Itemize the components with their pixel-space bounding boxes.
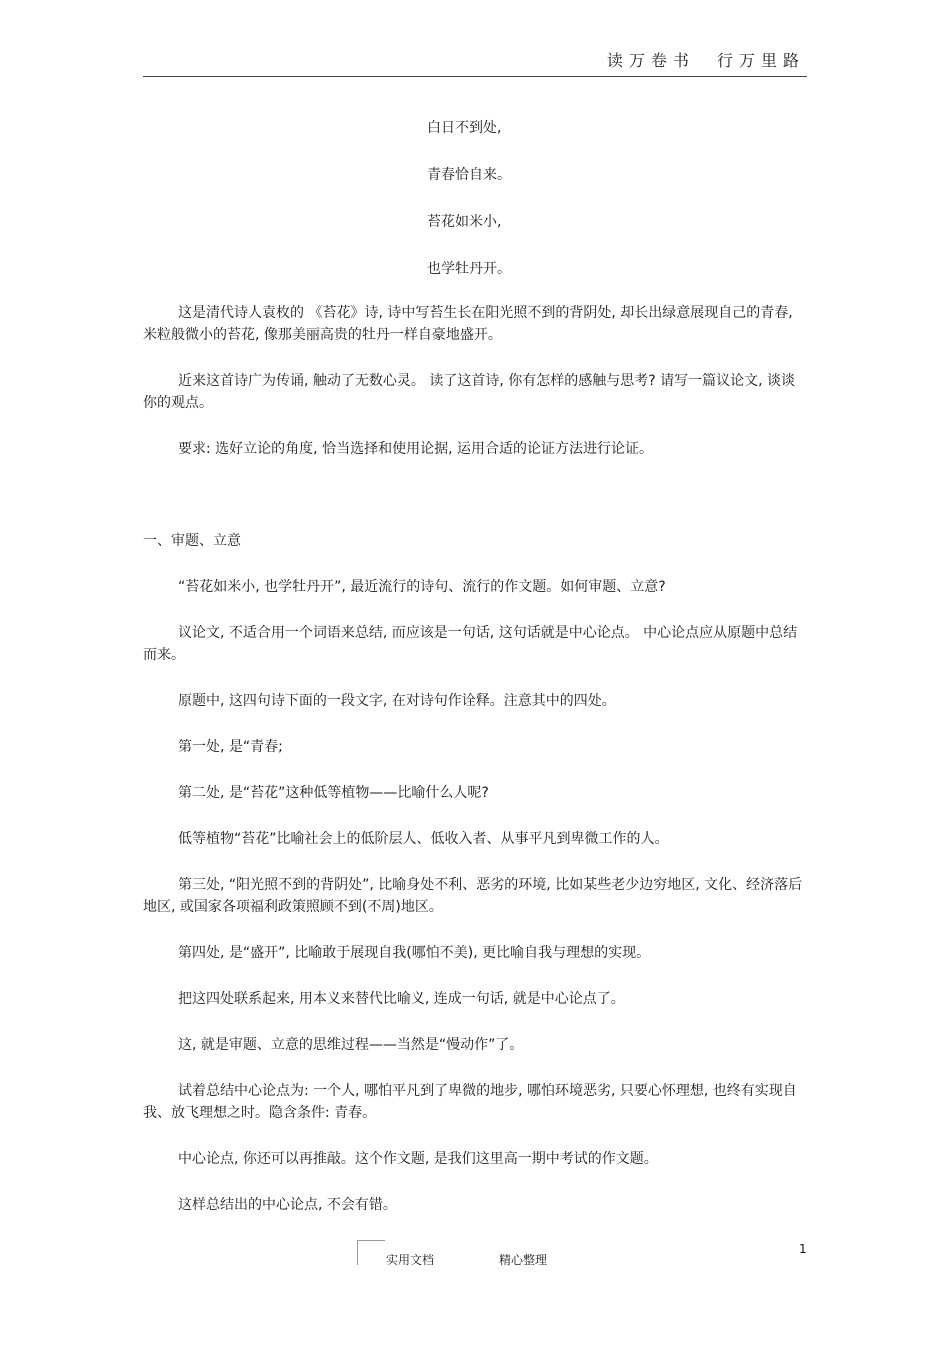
section-paragraph: 第一处, 是“青春; xyxy=(178,739,283,755)
page-number: 1 xyxy=(799,1242,807,1256)
section-paragraph: 中心论点, 你还可以再推敲。这个作文题, 是我们这里高一期中考试的作文题。 xyxy=(178,1151,658,1167)
intro-paragraph: 这是清代诗人袁枚的 《苔花》诗, 诗中写苔生长在阳光照不到的背阴处, 却长出绿意展现自己的青春, 米粒般微小的苔花, 像那美丽高贵的牡丹一样自豪地盛开。 xyxy=(143,305,793,343)
footer-corner-mark xyxy=(357,1240,385,1265)
poem-block xyxy=(427,118,511,306)
section-paragraph: “苔花如米小, 也学牡丹开”, 最近流行的诗句、流行的作文题。如何审题、立意? xyxy=(178,579,666,595)
section-paragraph: 议论文, 不适合用一个词语来总结, 而应该是一句话, 这句话就是中心论点。 中心论点应从原题中总结而来。 xyxy=(143,625,798,663)
header-motto: 读万卷书 行万里路 xyxy=(606,51,805,70)
section-paragraph: 第四处, 是“盛开”, 比喻敢于展现自我(哪怕不美), 更比喻自我与理想的实现。 xyxy=(178,945,651,961)
poem-line: 苔花如米小, xyxy=(427,214,502,230)
poem-line: 青春恰自来。 xyxy=(427,167,511,183)
section-paragraph: 这, 就是审题、立意的思维过程——当然是“慢动作”了。 xyxy=(178,1037,524,1053)
section-paragraph: 原题中, 这四句诗下面的一段文字, 在对诗句作诠释。注意其中的四处。 xyxy=(178,693,616,709)
footer-right-text: 精心整理 xyxy=(499,1253,548,1267)
section-paragraph: 低等植物“苔花”比喻社会上的低阶层人、低收入者、从事平凡到卑微工作的人。 xyxy=(178,831,669,847)
document-body xyxy=(143,302,807,1240)
intro-paragraph: 近来这首诗广为传诵, 触动了无数心灵。 读了这首诗, 你有怎样的感触与思考? 请写一篇议论文, 谈谈你的观点。 xyxy=(143,373,796,411)
section-heading: 一、审题、立意 xyxy=(143,533,241,549)
section-paragraph: 把这四处联系起来, 用本义来替代比喻义, 连成一句话, 就是中心论点了。 xyxy=(178,991,625,1007)
section-paragraph: 第三处, “阳光照不到的背阴处”, 比喻身处不利、恶劣的环境, 比如某些老少边穷地区, 文化、经济落后地区, 或国家各项福利政策照顾不到(不周)地区。 xyxy=(143,877,803,915)
section-paragraph: 这样总结出的中心论点, 不会有错。 xyxy=(178,1197,397,1213)
section-paragraph: 试着总结中心论点为: 一个人, 哪怕平凡到了卑微的地步, 哪怕环境恶劣, 只要心怀理想, 也终有实现自我、放飞理想之时。隐含条件: 青春。 xyxy=(143,1083,797,1121)
footer-left-text: 实用文档 xyxy=(386,1253,435,1267)
poem-line: 白日不到处, xyxy=(427,120,502,136)
section-paragraph: 第二处, 是“苔花”这种低等植物——比喻什么人呢? xyxy=(178,785,489,801)
poem-line: 也学牡丹开。 xyxy=(427,261,511,277)
intro-paragraph: 要求: 选好立论的角度, 恰当选择和使用论据, 运用合适的论证方法进行论证。 xyxy=(178,441,653,457)
page-header xyxy=(143,44,807,77)
